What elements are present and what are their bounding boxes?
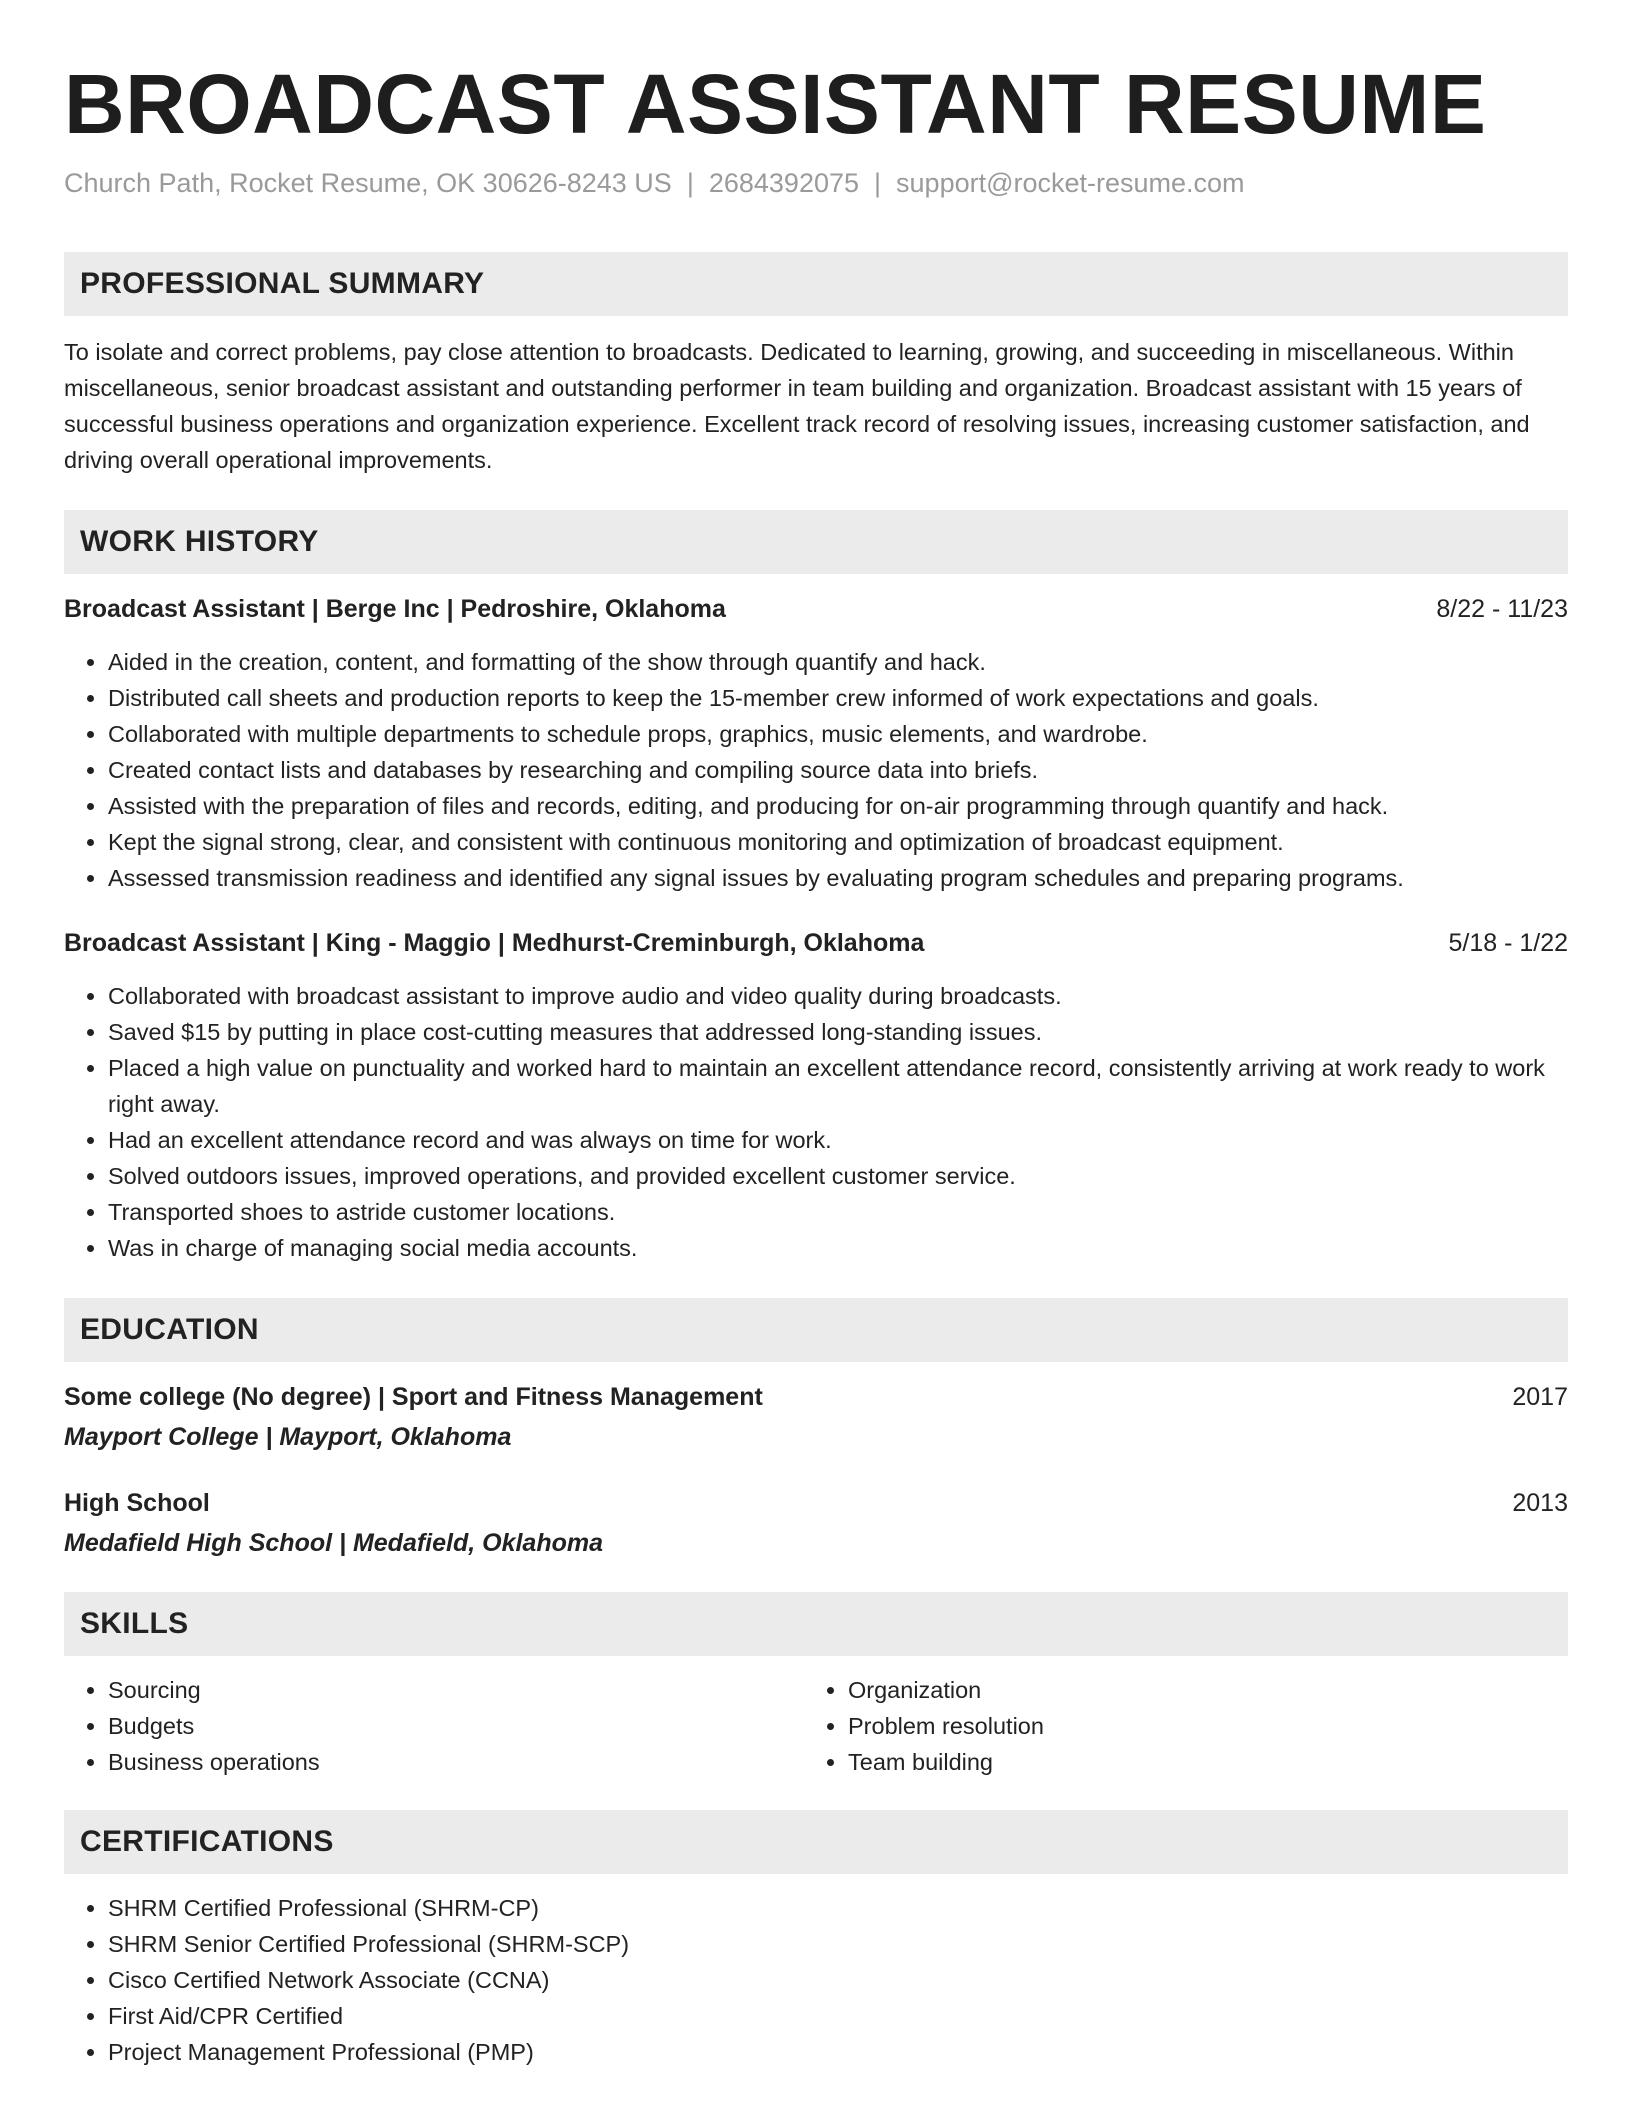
certification-item: • First Aid/CPR Certified [108,1998,1568,2034]
contact-line [64,166,1568,200]
education-year: 2017 [1512,1383,1568,1411]
certification-list [64,1890,1568,2070]
job-bullet: • Aided in the creation, content, and formatting of the show through quantify and hack. [108,644,1568,680]
certification-item: • SHRM Senior Certified Professional (SHRM-SCP) [108,1926,1568,1962]
contact-separator: | [686,168,694,198]
job-bullet: • Assisted with the preparation of files and records, editing, and producing for on-air programming through quantify and hack. [108,788,1568,824]
education-header [64,1486,1568,1520]
job-bullet-list [64,644,1568,896]
job-bullet: • Transported shoes to astride customer locations. [108,1194,1568,1230]
skill-item: • Budgets [108,1708,804,1744]
contact-phone: 2684392075 [708,168,860,198]
job-bullet-list [64,978,1568,1266]
education-degree: High School [64,1489,210,1517]
section-header-education: EDUCATION [64,1298,1568,1362]
job-bullet: • Saved $15 by putting in place cost-cutting measures that addressed long-standing issues. [108,1014,1568,1050]
contact-separator: | [874,168,882,198]
section-header-work-history: WORK HISTORY [64,510,1568,574]
skill-item: • Organization [848,1672,1544,1708]
job-bullet: • Collaborated with multiple departments to schedule props, graphics, music elements, and wardrobe. [108,716,1568,752]
section-header-certifications: CERTIFICATIONS [64,1810,1568,1874]
job-bullet: • Had an excellent attendance record and was always on time for work. [108,1122,1568,1158]
skills-list-left [64,1672,804,1780]
job-bullet: • Placed a high value on punctuality and worked hard to maintain an excellent attendance record, consistently arriving at work ready to work right away. [108,1050,1568,1122]
job-title: Broadcast Assistant | Berge Inc | Pedroshire, Oklahoma [64,595,726,623]
contact-email: support@rocket-resume.com [896,168,1245,198]
job-bullet: • Solved outdoors issues, improved operations, and provided excellent customer service. [108,1158,1568,1194]
education-degree: Some college (No degree) | Sport and Fitness Management [64,1383,763,1411]
job-bullet: • Distributed call sheets and production reports to keep the 15-member crew informed of work expectations and goals. [108,680,1568,716]
job-bullet: • Collaborated with broadcast assistant to improve audio and video quality during broadcasts. [108,978,1568,1014]
skills-grid [64,1672,1568,1780]
job-bullet: • Kept the signal strong, clear, and consistent with continuous monitoring and optimization of broadcast equipment. [108,824,1568,860]
job-bullet: • Created contact lists and databases by researching and compiling source data into briefs. [108,752,1568,788]
section-header-summary: PROFESSIONAL SUMMARY [64,252,1568,316]
skill-item: • Sourcing [108,1672,804,1708]
certification-item: • Cisco Certified Network Associate (CCNA) [108,1962,1568,1998]
job-bullet: • Was in charge of managing social media accounts. [108,1230,1568,1266]
summary-text: To isolate and correct problems, pay close attention to broadcasts. Dedicated to learning, growing, and succeeding in miscellaneous. Within miscellaneous, senior broadcast assistant and outstanding performer in team building and organization. Broadcast assistant with 15 years of successful business operations and organization experience. Excellent track record of resolving issues, increasing customer satisfaction, and driving overall operational improvements. [64,339,1530,473]
education-header [64,1380,1568,1414]
skill-item: • Team building [848,1744,1544,1780]
contact-address: Church Path, Rocket Resume, OK 30626-8243 US [64,168,672,198]
education-school: Medafield High School | Medafield, Oklahoma [64,1529,604,1557]
resume-title: BROADCAST ASSISTANT RESUME [64,57,1487,151]
skills-list-right [804,1672,1544,1780]
job-header [64,592,1568,626]
job-title: Broadcast Assistant | King - Maggio | Medhurst-Creminburgh, Oklahoma [64,929,925,957]
job-dates: 5/18 - 1/22 [1448,929,1568,957]
job-header [64,926,1568,960]
skill-item: • Problem resolution [848,1708,1544,1744]
education-school: Mayport College | Mayport, Oklahoma [64,1423,512,1451]
education-year: 2013 [1512,1489,1568,1517]
certification-item: • Project Management Professional (PMP) [108,2034,1568,2070]
certification-item: • SHRM Certified Professional (SHRM-CP) [108,1890,1568,1926]
section-header-skills: SKILLS [64,1592,1568,1656]
job-bullet: • Assessed transmission readiness and identified any signal issues by evaluating program schedules and preparing programs. [108,860,1568,896]
skill-item: • Business operations [108,1744,804,1780]
job-dates: 8/22 - 11/23 [1436,595,1568,623]
